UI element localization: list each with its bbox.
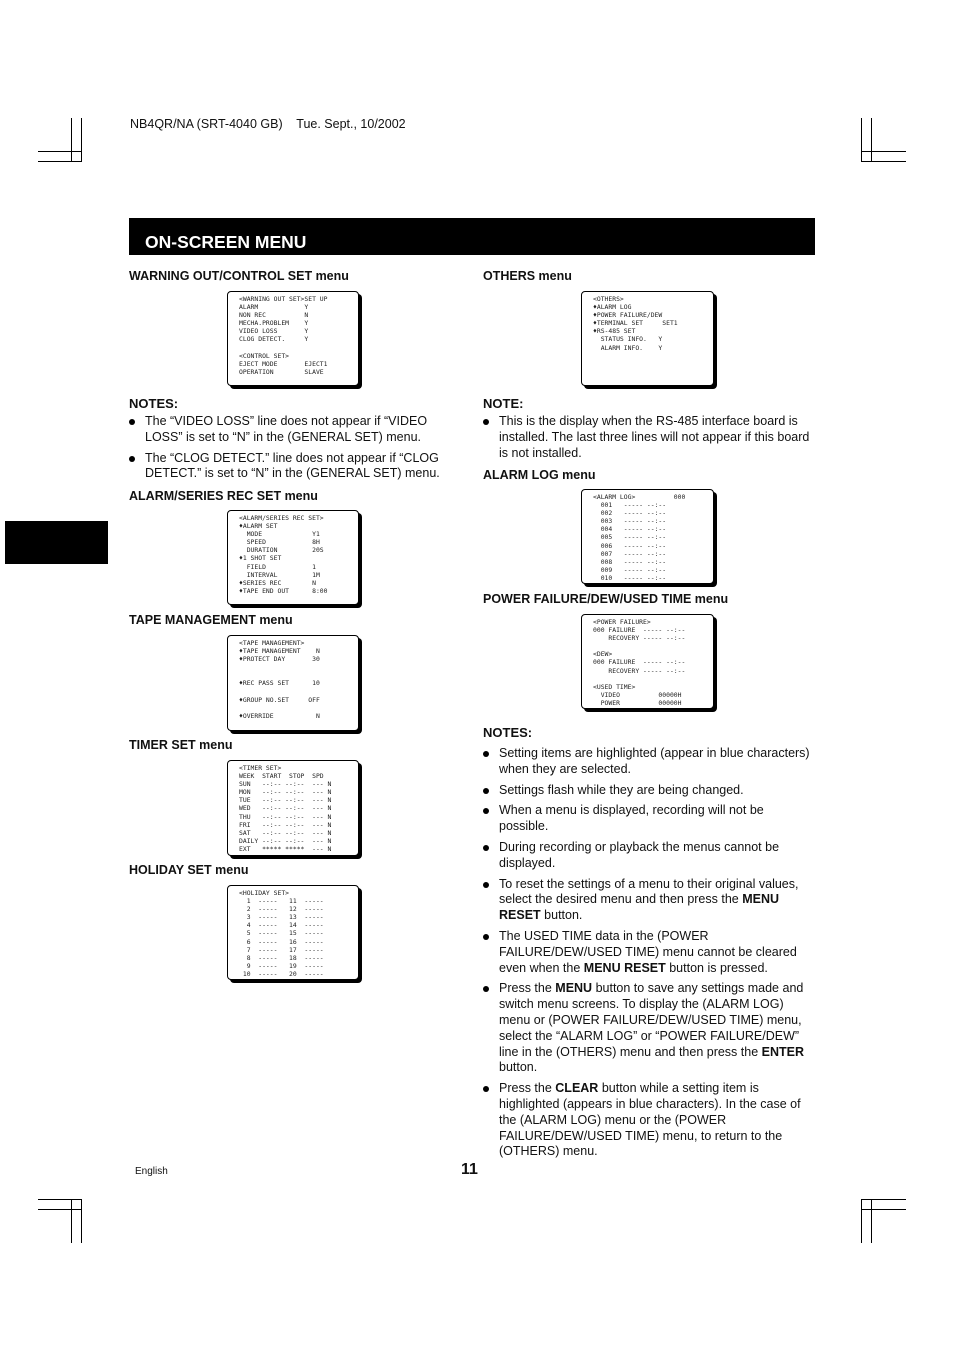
note-text: Press the bbox=[499, 1081, 556, 1096]
button-name: MENU bbox=[555, 981, 593, 996]
screen-line: 008 ----- --:-- bbox=[593, 557, 667, 566]
screen-line: ♦TERMINAL SET SET1 bbox=[593, 319, 678, 328]
note-item: This is the display when the RS-485 interface board is installed. The last three lines will not appear if this board is not installed. bbox=[483, 414, 813, 461]
note-item bbox=[483, 783, 813, 799]
note-text: When a menu is displayed, recording will not be possible. bbox=[499, 803, 764, 834]
screen-line: EXT ***** ***** --- N bbox=[239, 844, 332, 853]
section-heading-others: OTHERS menu bbox=[483, 269, 572, 283]
crop-mark bbox=[861, 1199, 862, 1243]
note-item bbox=[483, 981, 813, 1076]
screen-line: MECHA.PROBLEM Y bbox=[239, 319, 309, 328]
section-heading-warning: WARNING OUT/CONTROL SET menu bbox=[129, 269, 349, 283]
screen-line: CLOG DETECT. Y bbox=[239, 335, 309, 344]
screen-line: POWER 00000H bbox=[593, 698, 682, 707]
screen-line: <DEW> bbox=[593, 650, 613, 659]
screen-line bbox=[239, 663, 358, 671]
screen-line: RECOVERY ----- --:-- bbox=[593, 666, 686, 675]
page-title: ON-SCREEN MENU bbox=[145, 232, 307, 252]
note-heading: NOTE: bbox=[483, 396, 524, 411]
screen-line: 9 ----- 19 ----- bbox=[239, 961, 324, 970]
section-heading-power: POWER FAILURE/DEW/USED TIME menu bbox=[483, 592, 729, 606]
section-heading-alarm-series: ALARM/SERIES REC SET menu bbox=[129, 489, 318, 503]
screen-line: MON --:-- --:-- --- N bbox=[239, 788, 332, 797]
screen-line: ♦POWER FAILURE/DEW bbox=[593, 311, 663, 320]
screen-line: ALARM INFO. Y bbox=[593, 343, 663, 352]
screen-line: <HOLIDAY SET> bbox=[239, 889, 290, 897]
screen-line: VIDEO LOSS Y bbox=[239, 327, 309, 336]
screen-line: ♦REC PASS SET 10 bbox=[239, 679, 320, 688]
screen-line: <TIMER SET> bbox=[239, 764, 282, 772]
screen-line: 005 ----- --:-- bbox=[593, 533, 667, 542]
crop-mark bbox=[861, 118, 862, 162]
screen-line: <POWER FAILURE> bbox=[593, 618, 651, 626]
screen-line: SPEED 8H bbox=[239, 538, 320, 547]
screen-line bbox=[593, 642, 713, 650]
screen-line: 10 ----- 20 ----- bbox=[239, 969, 324, 978]
screen-line: 010 ----- --:-- bbox=[593, 573, 667, 582]
footer-language: English bbox=[135, 1166, 168, 1177]
screen-line: 6 ----- 16 ----- bbox=[239, 937, 324, 946]
note-list bbox=[483, 414, 813, 466]
screen-line: <ALARM/SERIES REC SET> bbox=[239, 514, 324, 522]
screen-line: WED --:-- --:-- --- N bbox=[239, 804, 332, 813]
note-item: The “CLOG DETECT.” line does not appear if “CLOG DETECT.” is set to “N” in the (GENERAL SET) menu. bbox=[129, 451, 461, 483]
screen-line: ♦TAPE END OUT 8:00 bbox=[239, 586, 328, 595]
section-heading-alarm-log: ALARM LOG menu bbox=[483, 468, 596, 482]
screen-line: ♦PROTECT DAY 30 bbox=[239, 655, 320, 664]
side-tab bbox=[5, 521, 108, 564]
crop-mark bbox=[38, 161, 82, 162]
screen-line: 000 FAILURE ----- --:-- bbox=[593, 626, 686, 635]
screen-line: 3 ----- 13 ----- bbox=[239, 913, 324, 922]
note-text: button to save any settings made and switch menu screens. To display the (ALARM LOG) menu or (POWER FAILURE/DEW/USED TIME) menu, select the “ALARM LOG” or “POWER FAILURE/DEW” line in the (OTHERS) menu and then press the bbox=[499, 981, 804, 1059]
note-text: button while a setting item is highlighted (appears in blue characters). In the case of the (ALARM LOG) menu or the (POWER FAILURE/DEW/USED TIME) menu, to return to the (OTHERS) menu. bbox=[499, 1081, 801, 1159]
screen-line: STATUS INFO. Y bbox=[593, 335, 663, 344]
notes-list bbox=[483, 746, 813, 1165]
screen-line: EJECT MODE EJECT1 bbox=[239, 359, 328, 368]
screen-line: FIELD 1 bbox=[239, 562, 316, 571]
screen-timer-set bbox=[227, 760, 359, 856]
screen-line: OPERATION SLAVE bbox=[239, 367, 324, 376]
screen-line bbox=[593, 675, 713, 683]
screen-line: DAILY --:-- --:-- --- N bbox=[239, 836, 332, 845]
screen-line: TUE --:-- --:-- --- N bbox=[239, 796, 332, 805]
screen-alarm-log bbox=[581, 489, 714, 584]
screen-line: VIDEO 00000H bbox=[593, 690, 682, 699]
screen-line bbox=[239, 688, 358, 696]
screen-line: ♦1 SHOT SET bbox=[239, 554, 282, 563]
section-heading-tape: TAPE MANAGEMENT menu bbox=[129, 613, 293, 627]
screen-line: 009 ----- --:-- bbox=[593, 565, 667, 574]
crop-mark bbox=[871, 118, 872, 162]
section-heading-holiday: HOLIDAY SET menu bbox=[129, 863, 249, 877]
screen-line: <TAPE MANAGEMENT> bbox=[239, 639, 305, 647]
screen-line: 007 ----- --:-- bbox=[593, 549, 667, 558]
title-bar bbox=[129, 218, 815, 255]
screen-line bbox=[239, 344, 358, 352]
crop-mark bbox=[38, 151, 82, 152]
notes-heading: NOTES: bbox=[483, 725, 533, 740]
screen-line: ALARM Y bbox=[239, 303, 309, 312]
screen-line bbox=[239, 704, 358, 712]
screen-tape-management bbox=[227, 635, 359, 731]
crop-mark bbox=[861, 151, 906, 152]
screen-line: 002 ----- --:-- bbox=[593, 509, 667, 518]
screen-line: 8 ----- 18 ----- bbox=[239, 953, 324, 962]
crop-mark bbox=[38, 1209, 82, 1210]
screen-line: <OTHERS> bbox=[593, 295, 624, 303]
notes-list bbox=[129, 414, 461, 487]
crop-mark bbox=[81, 118, 82, 162]
crop-mark bbox=[871, 1199, 872, 1243]
note-text: Setting items are highlighted (appear in blue characters) when they are selected. bbox=[499, 746, 810, 776]
note-text: To reset the settings of a menu to their original values, select the desired menu and then press the bbox=[499, 876, 799, 907]
note-text: button is pressed. bbox=[665, 960, 768, 975]
section-heading-timer: TIMER SET menu bbox=[129, 738, 233, 752]
note-item bbox=[483, 929, 813, 976]
note-text: The USED TIME data in the (POWER FAILURE/DEW/USED TIME) menu cannot be cleared even when the bbox=[499, 928, 797, 975]
screen-warning-out bbox=[227, 291, 359, 386]
button-name: MENU RESET bbox=[499, 892, 780, 923]
screen-line: INTERVAL 1M bbox=[239, 570, 320, 579]
screen-line: 7 ----- 17 ----- bbox=[239, 945, 324, 954]
screen-line: SAT --:-- --:-- --- N bbox=[239, 828, 332, 837]
screen-line: 1 ----- 11 ----- bbox=[239, 897, 324, 906]
note-item bbox=[483, 803, 813, 835]
screen-power-failure bbox=[581, 614, 714, 709]
note-item: The “VIDEO LOSS” line does not appear if “VIDEO LOSS” is set to “N” in the (GENERAL SET) menu. bbox=[129, 414, 461, 446]
screen-line: SUN --:-- --:-- --- N bbox=[239, 780, 332, 789]
screen-line: 5 ----- 15 ----- bbox=[239, 929, 324, 938]
screen-line: <CONTROL SET> bbox=[239, 351, 290, 360]
document-code: NB4QR/NA (SRT-4040 GB) Tue. Sept., 10/2002 bbox=[130, 117, 406, 131]
crop-mark bbox=[71, 118, 72, 162]
button-name: MENU RESET bbox=[583, 960, 666, 975]
crop-mark bbox=[861, 1209, 906, 1210]
screen-line: ♦ALARM SET bbox=[239, 522, 278, 531]
crop-mark bbox=[81, 1199, 82, 1243]
button-name: ENTER bbox=[761, 1044, 805, 1059]
screen-line: <USED TIME> bbox=[593, 682, 636, 691]
screen-line: ♦RS-485 SET bbox=[593, 327, 636, 336]
screen-line: NON REC N bbox=[239, 311, 309, 320]
screen-line: RECOVERY ----- --:-- bbox=[593, 634, 686, 643]
screen-line: ♦GROUP NO.SET OFF bbox=[239, 695, 320, 704]
screen-line: ♦TAPE MANAGEMENT N bbox=[239, 647, 320, 656]
screen-line: DURATION 20S bbox=[239, 546, 324, 555]
screen-line: FRI --:-- --:-- --- N bbox=[239, 820, 332, 829]
screen-line bbox=[239, 671, 358, 679]
button-name: CLEAR bbox=[555, 1081, 599, 1096]
screen-line: <WARNING OUT SET>SET UP bbox=[239, 295, 328, 303]
screen-line: ♦ALARM LOG bbox=[593, 303, 632, 312]
note-text: Settings flash while they are being changed. bbox=[499, 782, 744, 797]
screen-line: WEEK START STOP SPD bbox=[239, 772, 324, 781]
screen-line: <ALARM LOG> 000 bbox=[593, 493, 686, 501]
screen-line: ♦SERIES REC N bbox=[239, 578, 316, 587]
screen-line: ♦OVERRIDE N bbox=[239, 711, 320, 720]
screen-line: 003 ----- --:-- bbox=[593, 517, 667, 526]
screen-alarm-series bbox=[227, 510, 359, 605]
screen-line: MODE Y1 bbox=[239, 530, 320, 539]
note-text: button. bbox=[499, 1060, 538, 1075]
notes-heading: NOTES: bbox=[129, 396, 179, 411]
note-text: button. bbox=[540, 908, 583, 923]
crop-mark bbox=[71, 1199, 72, 1243]
screen-line: 2 ----- 12 ----- bbox=[239, 905, 324, 914]
screen-line: 006 ----- --:-- bbox=[593, 541, 667, 550]
screen-line: 000 FAILURE ----- --:-- bbox=[593, 658, 686, 667]
screen-line: 004 ----- --:-- bbox=[593, 525, 667, 534]
crop-mark bbox=[38, 1199, 82, 1200]
note-item bbox=[483, 1081, 813, 1160]
screen-holiday-set bbox=[227, 885, 359, 980]
crop-mark bbox=[861, 1199, 906, 1200]
screen-line: THU --:-- --:-- --- N bbox=[239, 812, 332, 821]
screen-line: 4 ----- 14 ----- bbox=[239, 921, 324, 930]
page-number: 11 bbox=[461, 1161, 478, 1178]
crop-mark bbox=[861, 161, 906, 162]
note-item bbox=[483, 746, 813, 778]
screen-line: 001 ----- --:-- bbox=[593, 501, 667, 510]
note-text: Press the bbox=[499, 981, 556, 996]
note-item bbox=[483, 840, 813, 872]
note-text: During recording or playback the menus cannot be displayed. bbox=[499, 839, 780, 870]
screen-others bbox=[581, 291, 714, 386]
note-item bbox=[483, 877, 813, 924]
